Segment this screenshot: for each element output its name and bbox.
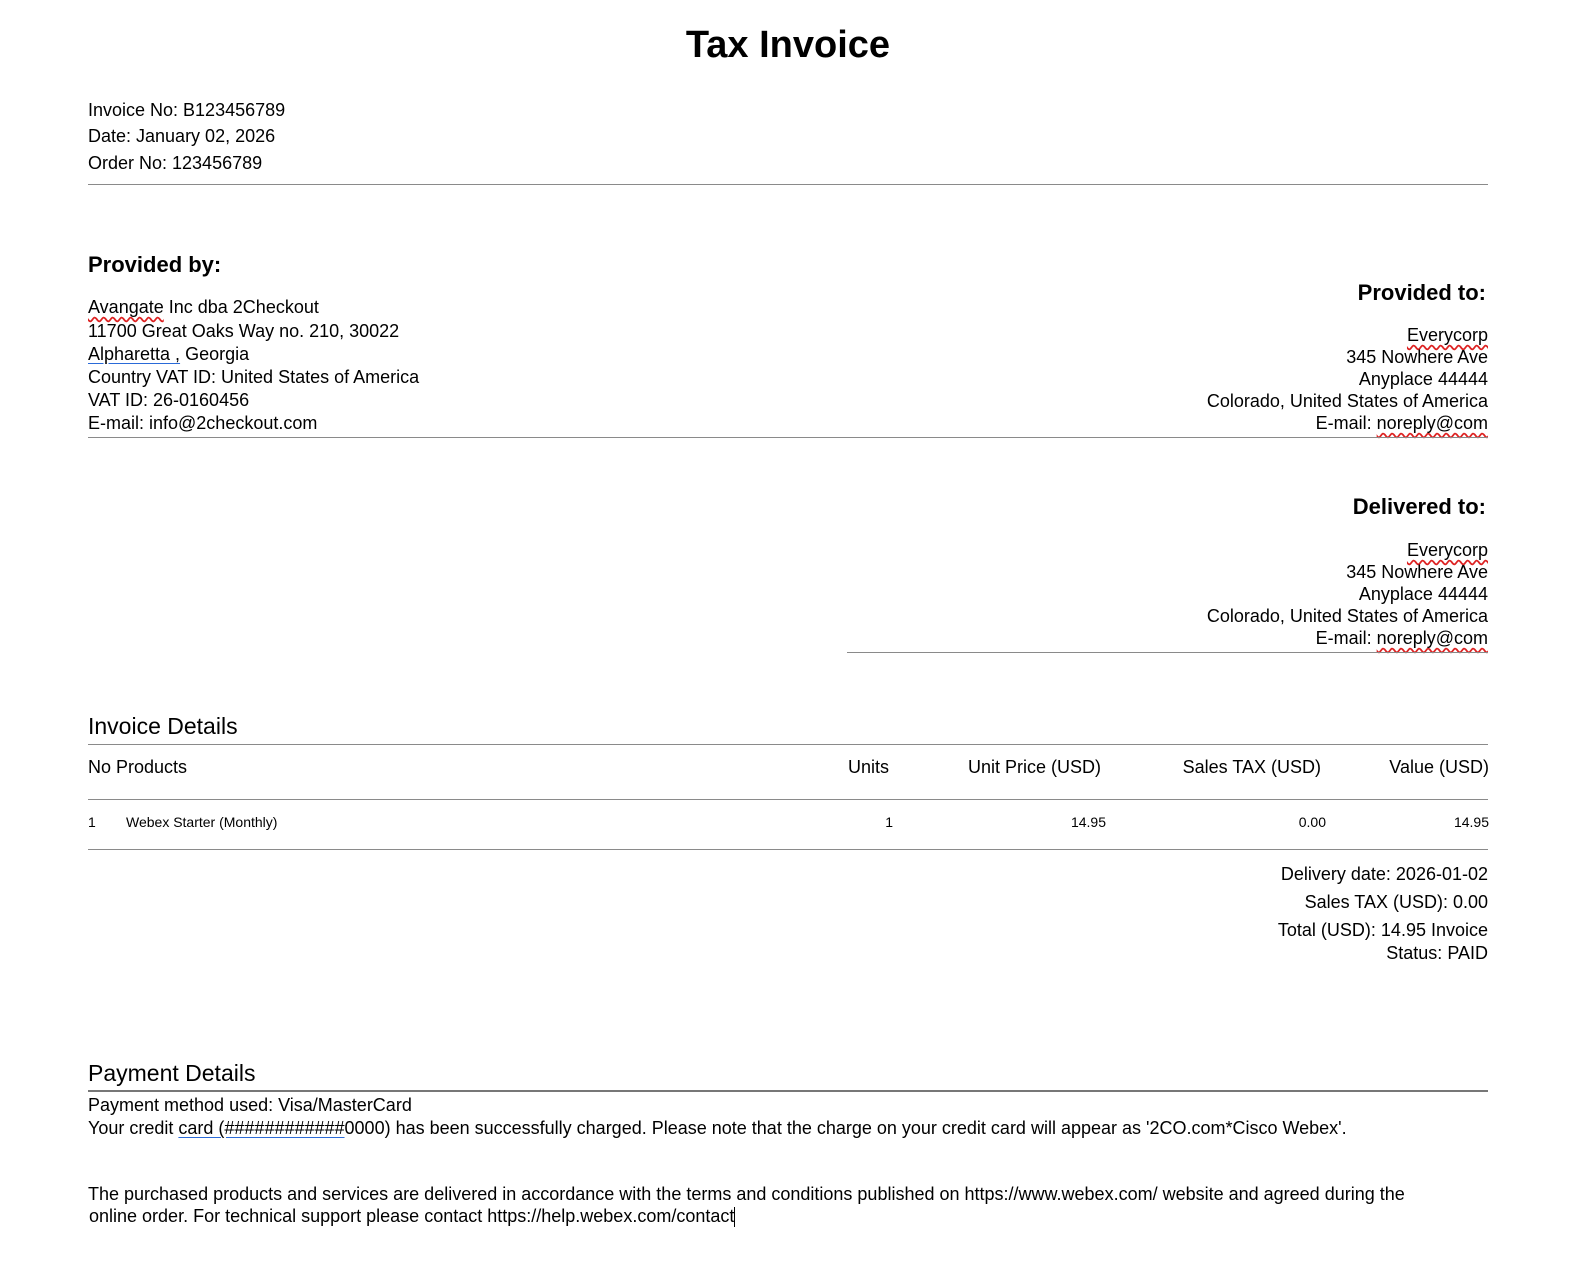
- row-sales-tax: 0.00: [1298, 814, 1326, 830]
- terms-line-2-text: online order. For technical support please contact https://help.webex.com/contact: [89, 1206, 735, 1226]
- order-number: Order No: 123456789: [88, 153, 263, 173]
- payment-details-heading: Payment Details: [88, 1060, 256, 1086]
- terms-line-2: [89, 1205, 735, 1228]
- terms-line-1: The purchased products and services are delivered in accordance with the terms and conditions published on https://www.webex.com/ website and agreed during the: [88, 1184, 1405, 1204]
- provider-vat-id: VAT ID: 26-0160456: [88, 390, 250, 410]
- customer-email-label: E-mail:: [1315, 413, 1377, 433]
- card-number: card (############: [178, 1118, 345, 1138]
- provider-email: E-mail: info@2checkout.com: [88, 413, 318, 433]
- provider-state: Georgia: [180, 344, 250, 364]
- delivery-name-text: Everycorp: [1406, 540, 1488, 560]
- sales-tax-total: Sales TAX (USD): 0.00: [1304, 892, 1488, 912]
- provider-city: [88, 343, 249, 366]
- provider-company: [88, 296, 319, 319]
- delivery-email-value: noreply@com: [1376, 628, 1488, 648]
- customer-street: 345 Nowhere Ave: [1346, 347, 1488, 367]
- invoice-details-heading: Invoice Details: [88, 713, 238, 739]
- charge-notice-start: Your credit: [88, 1118, 179, 1138]
- column-header-unit-price: Unit Price (USD): [967, 757, 1101, 777]
- delivery-email: [1316, 627, 1488, 650]
- invoice-number: Invoice No: B123456789: [88, 100, 286, 120]
- divider: [847, 652, 1488, 653]
- provider-country-vat: Country VAT ID: United States of America: [88, 367, 420, 387]
- row-value: 14.95: [1453, 814, 1489, 830]
- column-header-products: No Products: [88, 757, 188, 777]
- divider: [88, 799, 1488, 800]
- row-product: Webex Starter (Monthly): [126, 814, 278, 830]
- invoice-date: Date: January 02, 2026: [88, 126, 276, 146]
- provider-address: 11700 Great Oaks Way no. 210, 30022: [88, 321, 400, 341]
- customer-name: [1407, 324, 1488, 347]
- row-number: 1: [88, 814, 96, 830]
- delivery-date: Delivery date: 2026-01-02: [1280, 864, 1488, 884]
- invoice-status: Status: PAID: [1386, 943, 1488, 963]
- customer-email-value: noreply@com: [1376, 413, 1488, 433]
- charge-notice: [88, 1117, 1347, 1140]
- column-header-value: Value (USD): [1389, 757, 1489, 777]
- delivery-city: Anyplace 44444: [1358, 584, 1488, 604]
- delivery-name: [1407, 539, 1488, 562]
- divider: [88, 849, 1488, 850]
- delivery-street: 345 Nowhere Ave: [1346, 562, 1488, 582]
- delivery-region: Colorado, United States of America: [1206, 606, 1488, 626]
- column-header-units: Units: [847, 757, 889, 777]
- divider: [88, 744, 1488, 745]
- payment-method: Payment method used: Visa/MasterCard: [88, 1095, 412, 1115]
- divider: [88, 437, 1488, 438]
- customer-region: Colorado, United States of America: [1206, 391, 1488, 411]
- provider-city-name: Alpharetta ,: [88, 344, 181, 364]
- provided-by-heading: Provided by:: [88, 252, 222, 277]
- provided-to-heading: Provided to:: [1357, 280, 1486, 305]
- charge-notice-end: 0000) has been successfully charged. Please note that the charge on your credit card will appear as '2CO.com*Cisco Webex'.: [344, 1118, 1347, 1138]
- customer-email: [1316, 412, 1488, 435]
- customer-city: Anyplace 44444: [1358, 369, 1488, 389]
- row-unit-price: 14.95: [1070, 814, 1106, 830]
- text-cursor: [734, 1207, 735, 1227]
- delivered-to-heading: Delivered to:: [1352, 494, 1486, 519]
- column-header-sales-tax: Sales TAX (USD): [1182, 757, 1321, 777]
- customer-name-text: Everycorp: [1406, 325, 1488, 345]
- invoice-total: Total (USD): 14.95 Invoice: [1277, 920, 1488, 940]
- divider: [88, 1090, 1488, 1092]
- provider-company-rest: Inc dba 2Checkout: [163, 297, 319, 317]
- provider-company-name: Avangate: [88, 297, 164, 317]
- divider: [88, 184, 1488, 185]
- delivery-email-label: E-mail:: [1315, 628, 1377, 648]
- row-units: 1: [885, 814, 893, 830]
- page-title: Tax Invoice: [685, 24, 891, 66]
